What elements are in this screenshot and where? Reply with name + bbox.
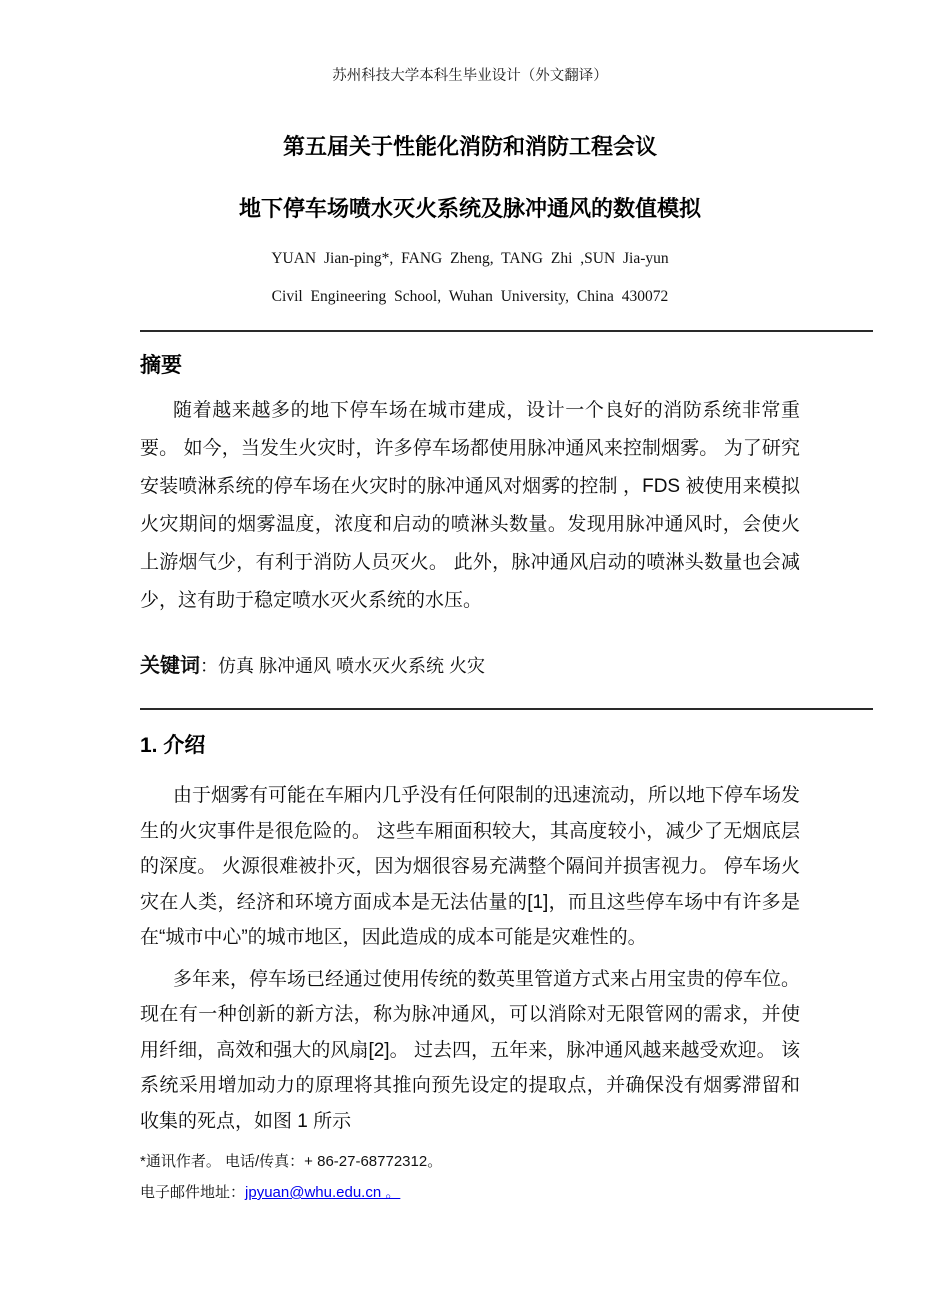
corresponding-author-note: *通讯作者。 电话/传真：+ 86-27-68772312。 <box>140 1153 443 1170</box>
document-content <box>140 0 800 1208</box>
conference-title: 第五届关于性能化消防和消防工程会议 <box>282 134 657 159</box>
page-header: 苏州科技大学本科生毕业设计（外文翻译） <box>332 68 608 84</box>
authors-line: YUAN Jian-ping*, FANG Zheng, TANG Zhi ,SUN Jia-yun <box>271 250 669 267</box>
email-label: 电子邮件地址： <box>140 1184 246 1201</box>
introduction-paragraph-1: 由于烟雾有可能在车厢内几乎没有任何限制的迅速流动，所以地下停车场发生的火灾事件是很危险的。 这些车厢面积较大，其高度较小，减少了无烟底层的深度。 火源很难被扑灭，因为烟很容易充满整个隔间并损害视力。 停车场火灾在人类，经济和环境方面成本是无法估量的[1]，而且这些停车场中有许多是在“城市中心”的城市地区，因此造成的成本可能是灾难性的。 <box>140 785 801 948</box>
email-link[interactable]: jpyuan@whu.edu.cn 。 <box>245 1184 401 1201</box>
paper-title: 地下停车场喷水灭火系统及脉冲通风的数值模拟 <box>238 196 701 221</box>
divider-middle <box>140 708 873 710</box>
abstract-paragraph: 随着越来越多的地下停车场在城市建成，设计一个良好的消防系统非常重要。 如今，当发生火灾时，许多停车场都使用脉冲通风来控制烟雾。 为了研究安装喷淋系统的停车场在火灾时的脉冲通风对烟雾的控制 ，FDS 被使用来模拟火灾期间的烟雾温度，浓度和启动的喷淋头数量。发现用脉冲通风时，会使火上游烟气少，有利于消防人员灭火。 此外，脉冲通风启动的喷淋头数量也会减少，这有助于稳定喷水灭火系统的水压。 <box>140 400 800 611</box>
introduction-heading: 1. 介绍 <box>140 734 206 757</box>
footnote-block <box>140 1146 800 1208</box>
keywords-label: 关键词 <box>140 655 200 677</box>
abstract-heading: 摘要 <box>140 354 182 377</box>
keywords-items: 仿真 脉冲通风 喷水灭火系统 火灾 <box>218 656 486 676</box>
keywords-colon: ： <box>200 656 218 676</box>
email-line <box>140 1177 800 1208</box>
affiliation-line: Civil Engineering School, Wuhan University, China 430072 <box>271 288 669 305</box>
introduction-paragraph-2: 多年来，停车场已经通过使用传统的数英里管道方式来占用宝贵的停车位。现在有一种创新的新方法，称为脉冲通风，可以消除对无限管网的需求，并使用纤细，高效和强大的风扇[2]。 过去四，五年来，脉冲通风越来越受欢迎。 该系统采用增加动力的原理将其推向预先设定的提取点，并确保没有烟雾滞留和收集的死点，如图 1 所示 <box>140 968 801 1132</box>
divider-top <box>140 330 873 332</box>
keywords-line <box>140 652 800 682</box>
